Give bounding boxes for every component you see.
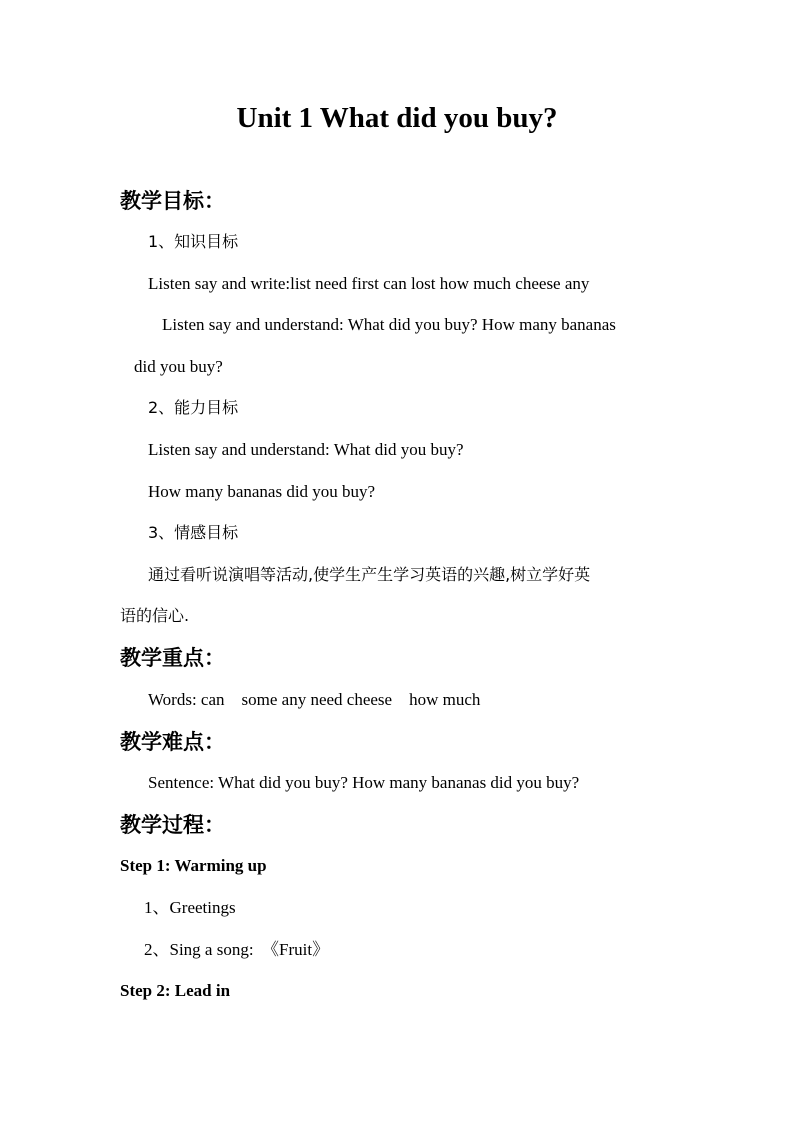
emotion-goal-line-2: 语的信心. bbox=[120, 606, 190, 625]
difficulties-line: Sentence: What did you buy? How many bananas did you buy? bbox=[148, 773, 580, 792]
key-points-heading: 教学重点： bbox=[120, 646, 225, 670]
knowledge-goal-label: 1、知识目标 bbox=[148, 232, 239, 251]
emotion-goal-line-1: 通过看听说演唱等活动,使学生产生学习英语的兴趣,树立学好英 bbox=[148, 565, 591, 584]
step-1-title: Step 1: Warming up bbox=[120, 856, 267, 875]
difficulties-heading: 教学难点： bbox=[120, 730, 225, 754]
process-heading: 教学过程： bbox=[120, 813, 225, 837]
step-1-item-1: 1、Greetings bbox=[144, 898, 236, 917]
key-points-line: Words: can some any need cheese how much bbox=[148, 690, 481, 709]
ability-goal-line-1: Listen say and understand: What did you buy? bbox=[148, 440, 464, 459]
step-1-item-2: 2、Sing a song: 《Fruit》 bbox=[144, 940, 330, 959]
knowledge-goal-line-2: Listen say and understand: What did you buy? How many bananas bbox=[162, 315, 616, 334]
knowledge-goal-line-1: Listen say and write:list need first can lost how much cheese any bbox=[148, 274, 590, 293]
page-title: Unit 1 What did you buy? bbox=[236, 102, 558, 134]
ability-goal-label: 2、能力目标 bbox=[148, 398, 239, 417]
ability-goal-line-2: How many bananas did you buy? bbox=[148, 482, 376, 501]
objectives-heading: 教学目标： bbox=[120, 189, 225, 213]
emotion-goal-label: 3、情感目标 bbox=[148, 523, 239, 542]
knowledge-goal-line-3: did you buy? bbox=[134, 357, 223, 376]
step-2-title: Step 2: Lead in bbox=[120, 981, 231, 1000]
